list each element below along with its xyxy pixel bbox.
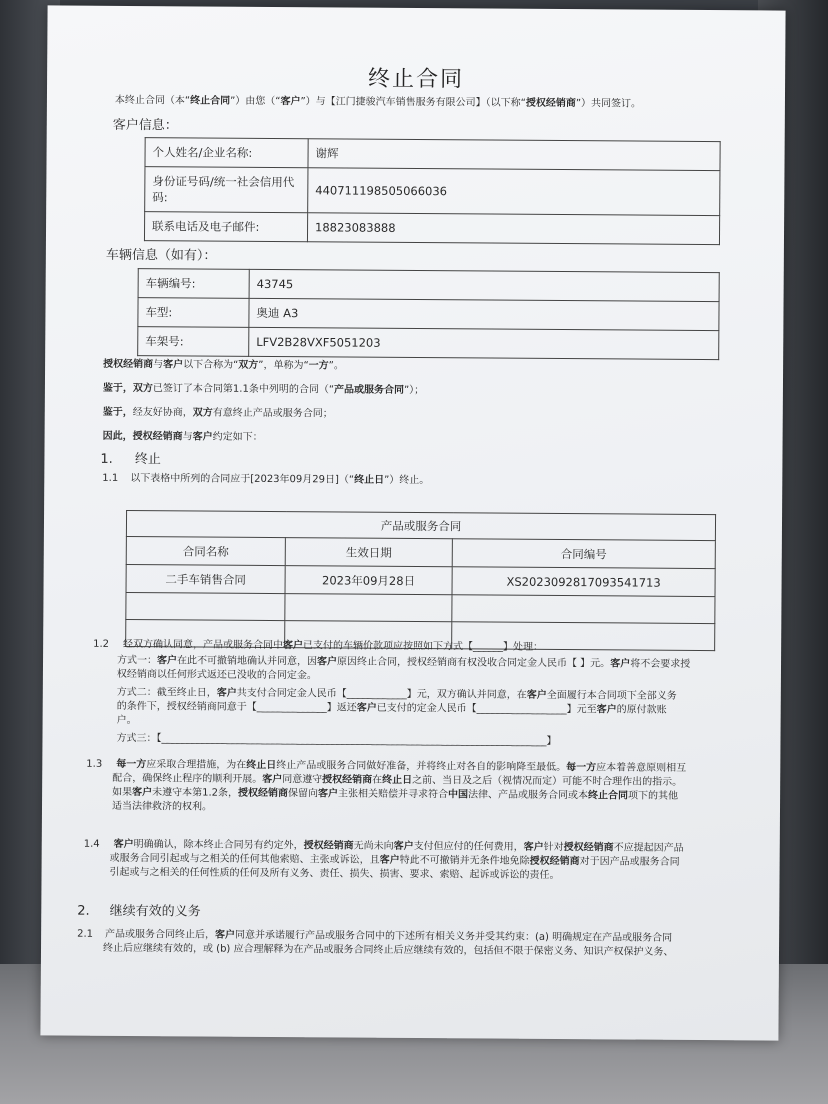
vehicle-row-number xyxy=(138,269,719,302)
document-title: 终止合同 xyxy=(367,66,465,93)
table-cell: 二手车销售合同 xyxy=(126,564,285,593)
vehicle-info-heading: 车辆信息（如有）： xyxy=(105,247,217,264)
service-table-header-row xyxy=(126,511,715,541)
column-header: 生效日期 xyxy=(285,538,452,567)
section-2-heading: 2. 继续有效的义务 xyxy=(77,903,201,920)
table-cell: 2023年09月28日 xyxy=(285,566,452,595)
customer-info-heading: 客户信息： xyxy=(112,117,178,134)
clause-1-1: 1.1 以下表格中所列的合同应于[2023年09月29日]（“终止日”）终止。 xyxy=(102,472,430,487)
customer-row-name xyxy=(145,138,720,171)
table-cell: XS2023092817093541713 xyxy=(452,567,715,597)
clause-2-1: 2.1 产品或服务合同终止后，客户同意并承诺履行产品或服务合同中的下述所有相关义务并受其约束：(a) 明确规定在产品或服务合同 终止后应继续有效的，或 (b) 应合理解释为在产品或服务合同终止后应继续有效的，包括但不限于保密义务、知识产权保护义务、 xyxy=(77,928,674,958)
customer-label: 个人姓名/企业名称: xyxy=(145,138,308,168)
document-page xyxy=(40,5,785,1040)
column-header: 合同编号 xyxy=(452,539,715,569)
parties-paragraph: 授权经销商与客户以下合称为“双方”，单称为“一方”。 xyxy=(103,358,344,372)
intro-paragraph: 本终止合同（本“终止合同”）由您（“客户”）与【江门捷骏汽车销售服务有限公司】（以下称“授权经销商”）共同签订。 xyxy=(114,94,642,110)
table-row-empty xyxy=(126,592,715,623)
clause-1-4: 1.4 客户明确确认，除本终止合同另有约定外，授权经销商无尚未向客户支付但应付的任何费用，客户针对授权经销商不应提起因产品 或服务合同引起或与之相关的任何其他索赔、主张或诉讼，且客户特此不可撤销并无条件地免除授权经销商对于因产品或服务合同 引起或与之相关的任何性质的任何及所有义务、责任、损失、损害、要求、索赔、起诉或诉讼的责任。 xyxy=(83,838,684,882)
vehicle-label: 车型: xyxy=(138,298,249,328)
whereas-paragraph-2: 鉴于，经友好协商，双方有意终止产品或服务合同； xyxy=(102,406,333,420)
clause-1-3: 1.3 每一方应采取合理措施，为在终止日终止产品或服务合同做好准备，并将终止对各自的影响降至最低。每一方应本着善意原则相互 配合，确保终止程序的顺利开展。客户同意遵守授权经销商在终止日之前、当日及之后（视情况而定）可能不时合理作出的指示。 如果客户未遵守本第1.2条，授权经销商保留向客户主张相关赔偿并寻求符合中国法律、产品或服务合同或本终止合同项下的其他 适当法律救济的权利。 xyxy=(86,758,687,813)
service-contract-table xyxy=(125,510,716,651)
customer-value: 谢辉 xyxy=(308,139,720,171)
column-header: 合同名称 xyxy=(126,536,285,565)
service-table-columns xyxy=(126,536,715,568)
vehicle-value: 奥迪 A3 xyxy=(249,298,719,330)
therefore-paragraph: 因此，授权经销商与客户约定如下： xyxy=(102,430,263,443)
customer-info-table xyxy=(144,137,721,245)
section-1-heading: 1. 终止 xyxy=(100,451,161,468)
vehicle-info-table xyxy=(137,268,720,360)
service-table-title: 产品或服务合同 xyxy=(126,511,715,541)
vehicle-label: 车架号: xyxy=(138,327,249,357)
customer-value: 440711198505066036 xyxy=(308,168,720,216)
table-row xyxy=(126,564,715,596)
customer-value: 18823083888 xyxy=(307,213,719,245)
customer-row-id xyxy=(145,167,720,216)
vehicle-label: 车辆编号: xyxy=(138,269,249,299)
vehicle-row-vin xyxy=(138,327,719,360)
clause-1-2: 1.2 经双方确认同意，产品或服务合同中客户已支付的车辆价款项应按照如下方式【______】处理： 方式一：客户在此不可撤销地确认并同意，因客户原因终止合同，授权经销商有权没收合同定金人民币【 】元。客户将不会要求授 权经销商以任何形式返还已没收的合同定金。 方式二：截至终止日，客户共支付合同定金人民币【____________】元，双方确认并同意，在客户全面履行本合同项下全部义务 的条件下，授权经销商同意于【______________】返还客户已支付的定金人民币【__________________】元至客户的原付款账 户。 方式三：【_____________________________________________________________________________】 xyxy=(93,638,691,748)
whereas-paragraph-1: 鉴于，双方已签订了本合同第1.1条中列明的合同（“产品或服务合同”）； xyxy=(102,382,425,397)
customer-label: 身份证号码/统一社会信用代码: xyxy=(145,167,308,213)
customer-label: 联系电话及电子邮件: xyxy=(144,212,307,242)
vehicle-value: 43745 xyxy=(249,269,719,301)
customer-row-contact xyxy=(144,212,719,245)
vehicle-row-model xyxy=(138,298,719,331)
vehicle-value: LFV2B28VXF5051203 xyxy=(249,327,719,359)
